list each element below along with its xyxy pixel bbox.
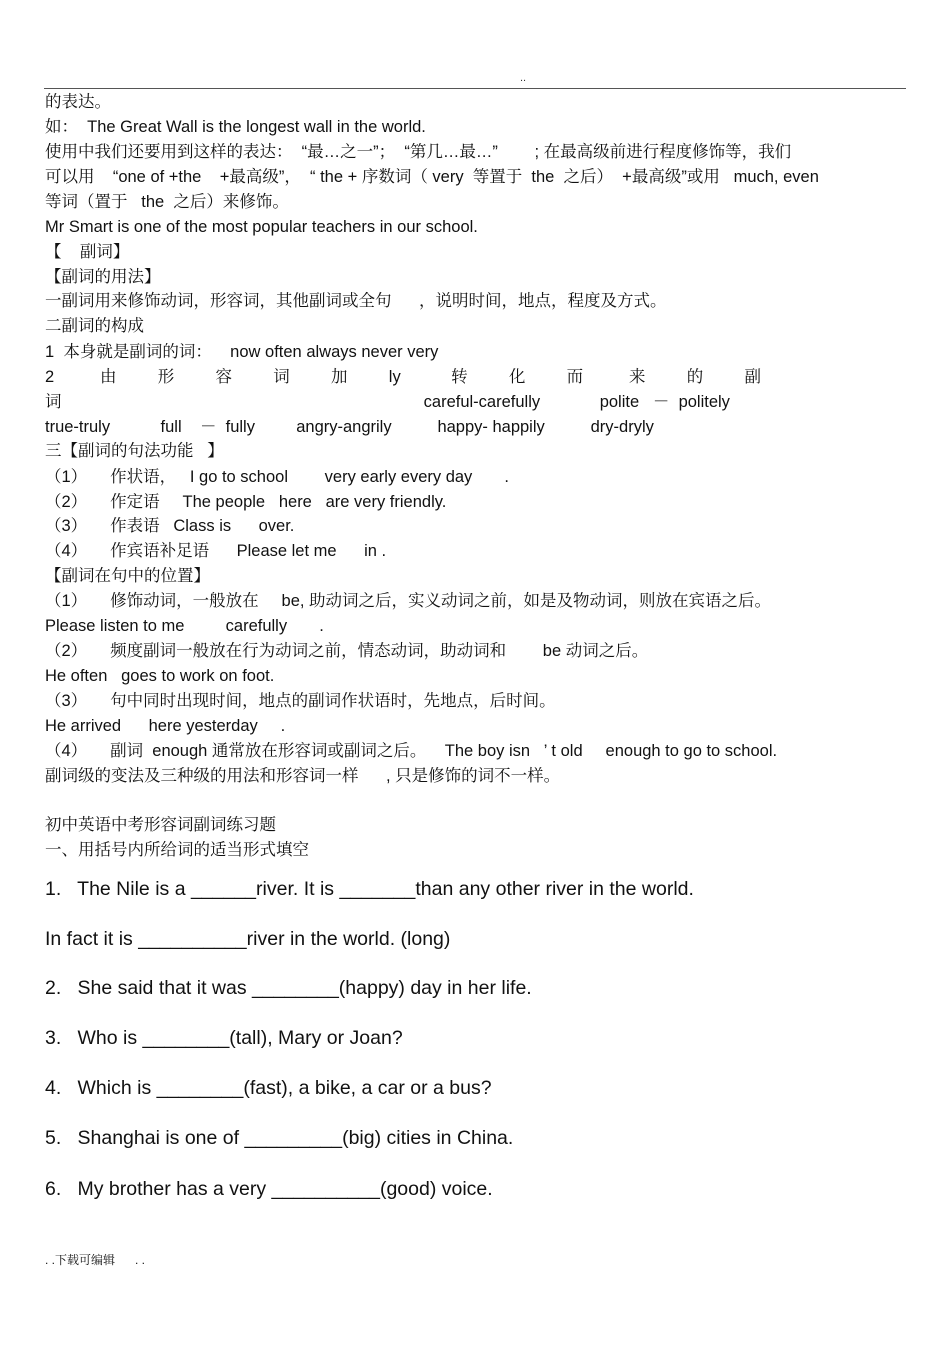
text-line: 使用中我们还要用到这样的表达： “最…之一”； “第几…最…” ; 在最高级前进行程度修饰等，我们 bbox=[45, 143, 792, 161]
text-line: 2 由 形 容 词 加 ly 转 化 而 来 的 副 bbox=[45, 368, 762, 386]
text-line: （4） 副词 enough 通常放在形容词或副词之后。 The boy isn ’ t old enough to go to school. bbox=[45, 742, 778, 760]
section-heading: 【副词在句中的位置】 bbox=[45, 567, 210, 585]
text-line: Please listen to me carefully . bbox=[45, 617, 324, 635]
text-line: 可以用 “one of +the +最高级”， “ the + 序数词（ very 等置于 the 之后） +最高级”或用 much, even bbox=[45, 168, 819, 186]
section-heading: 【 副词】 bbox=[45, 243, 130, 261]
text-line: 的表达。 bbox=[45, 93, 111, 111]
text-line: （4） 作宾语补足语 Please let me in . bbox=[45, 542, 387, 560]
text-line: He arrived here yesterday . bbox=[45, 717, 286, 735]
exercise-instruction: 一、用括号内所给词的适当形式填空 bbox=[45, 841, 309, 859]
question-1-continued: In fact it is __________river in the world. (long) bbox=[45, 928, 451, 950]
header-rule bbox=[44, 88, 906, 89]
text-line: 词 careful-carefully polite － politely bbox=[45, 393, 730, 411]
text-line: （2） 作定语 The people here are very friendly. bbox=[45, 493, 447, 511]
text-line: （1） 作状语， I go to school very early every day . bbox=[45, 468, 509, 486]
section-heading: 三【副词的句法功能 】 bbox=[45, 442, 224, 460]
header-dots: .. bbox=[520, 72, 527, 84]
text-line: （1） 修饰动词，一般放在 be, 助动词之后，实义动词之前，如是及物动词，则放在宾语之后。 bbox=[45, 592, 772, 610]
text-line: true-truly full － fully angry-angrily happy- happily dry-dryly bbox=[45, 418, 654, 436]
question-3: 3. Who is ________(tall), Mary or Joan? bbox=[45, 1027, 403, 1049]
question-6: 6. My brother has a very __________(good) voice. bbox=[45, 1178, 493, 1200]
question-2: 2. She said that it was ________(happy) day in her life. bbox=[45, 977, 532, 999]
question-1: 1. The Nile is a ______river. It is _______than any other river in the world. bbox=[45, 878, 694, 900]
exercise-title: 初中英语中考形容词副词练习题 bbox=[45, 816, 276, 834]
section-heading: 【副词的用法】 bbox=[45, 268, 161, 286]
text-line: （3） 句中同时出现时间，地点的副词作状语时，先地点，后时间。 bbox=[45, 692, 556, 710]
text-line: 如： The Great Wall is the longest wall in the world. bbox=[45, 118, 426, 136]
question-5: 5. Shanghai is one of _________(big) cities in China. bbox=[45, 1127, 514, 1149]
text-line: （2） 频度副词一般放在行为动词之前，情态动词，助动词和 be 动词之后。 bbox=[45, 642, 649, 660]
text-line: 等词（置于 the 之后）来修饰。 bbox=[45, 193, 289, 211]
text-line: Mr Smart is one of the most popular teachers in our school. bbox=[45, 218, 478, 236]
text-line: 1 本身就是副词的词： now often always never very bbox=[45, 343, 439, 361]
question-4: 4. Which is ________(fast), a bike, a car or a bus? bbox=[45, 1077, 492, 1099]
section-heading: 二副词的构成 bbox=[45, 317, 144, 335]
page-footer: . .下载可编辑 . . bbox=[45, 1253, 146, 1267]
text-line: 副词级的变法及三种级的用法和形容词一样 , 只是修饰的词不一样。 bbox=[45, 767, 561, 785]
text-line: He often goes to work on foot. bbox=[45, 667, 275, 685]
text-line: （3） 作表语 Class is over. bbox=[45, 517, 295, 535]
text-line: 一副词用来修饰动词，形容词，其他副词或全句 ，说明时间，地点，程度及方式。 bbox=[45, 292, 667, 310]
